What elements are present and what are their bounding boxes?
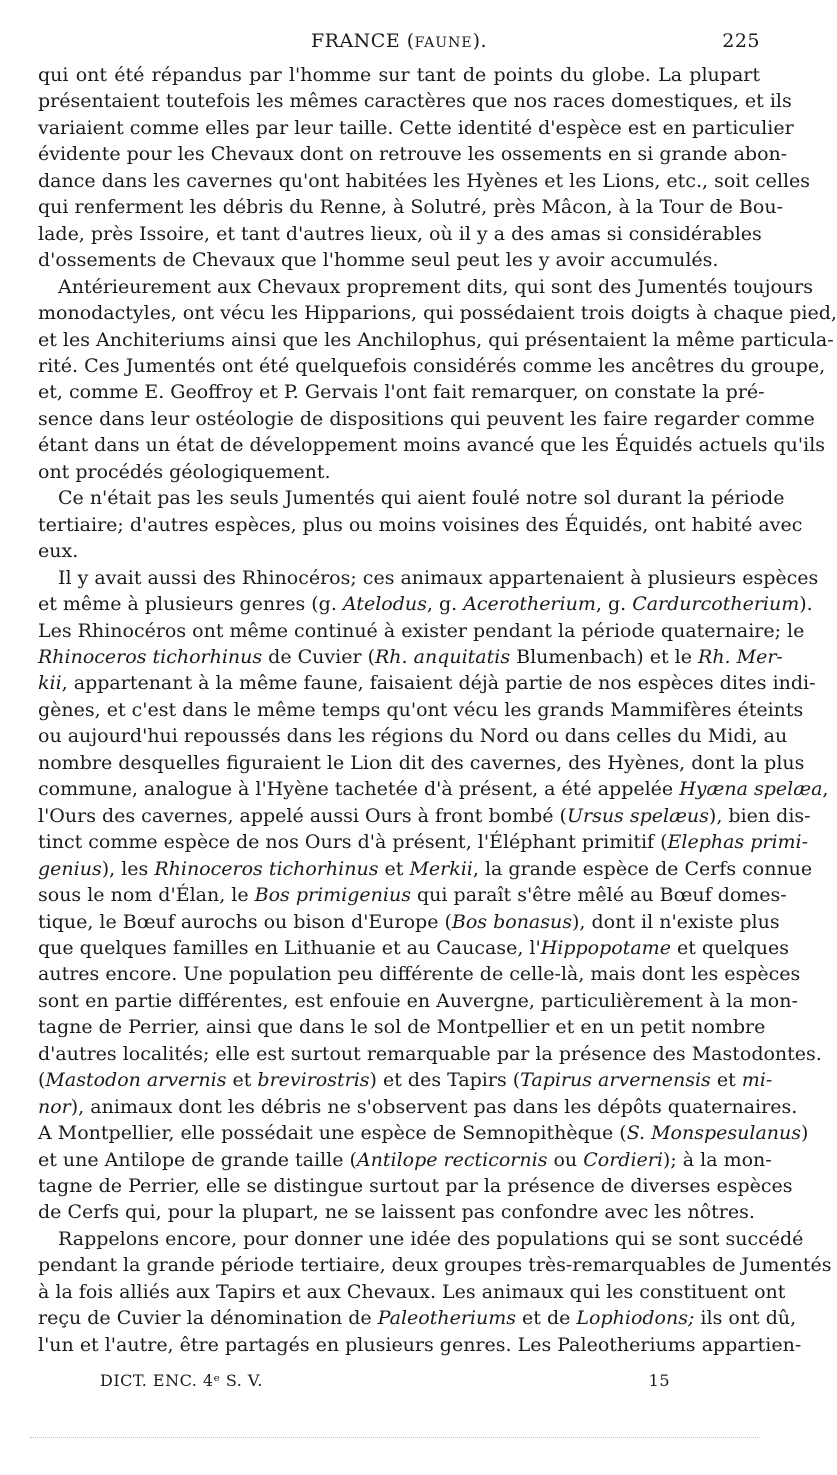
text-line: pendant la grande période tertiaire, deux groupes très-remarquables de Jumentés bbox=[38, 1254, 832, 1277]
running-title bbox=[38, 30, 760, 52]
paragraph bbox=[38, 565, 829, 1226]
text-line: Rhinoceros tichorhinus de Cuvier (Rh. anquitatis Blumenbach) et le Rh. Mer- bbox=[38, 645, 783, 668]
text-line: nombre desquelles figuraient le Lion dit des cavernes, des Hyènes, dont la plus bbox=[38, 751, 805, 774]
text-line: Antérieurement aux Chevaux proprement dits, qui sont des Jumentés toujours bbox=[58, 275, 813, 298]
text-line: sence dans leur ostéologie de dispositions qui peuvent les faire regarder comme bbox=[38, 407, 815, 430]
text-line: monodactyles, ont vécu les Hipparions, qui possédaient trois doigts à chaque pied, bbox=[38, 302, 837, 325]
text-line: étant dans un état de développement moins avancé que les Équidés actuels qu'ils bbox=[38, 434, 826, 457]
text-line: à la fois alliés aux Tapirs et aux Chevaux. Les animaux qui les constituent ont bbox=[38, 1280, 786, 1303]
text-line: variaient comme elles par leur taille. Cette identité d'espèce est en particulier bbox=[38, 116, 794, 139]
text-line: présentaient toutefois les mêmes caractères que nos races domestiques, et ils bbox=[38, 90, 792, 113]
signature-mark: DICT. ENC. 4ᵉ S. V. bbox=[100, 1371, 263, 1390]
page-number: 225 bbox=[722, 30, 760, 52]
text-line: reçu de Cuvier la dénomination de Paleotheriums et de Lophiodons; ils ont dû, bbox=[38, 1307, 797, 1330]
paragraph bbox=[38, 274, 837, 486]
running-title-smallcaps: FAUNE bbox=[414, 35, 473, 51]
text-line: commune, analogue à l'Hyène tachetée d'à présent, a été appelée Hyæna spelæa, bbox=[38, 778, 829, 801]
text-line: qui ont été répandus par l'homme sur tant de points du globe. La plupart bbox=[38, 64, 760, 86]
article-body bbox=[38, 62, 837, 1358]
paragraph bbox=[38, 62, 811, 274]
text-line: l'un et l'autre, être partagés en plusieurs genres. Les Paleotheriums appartien- bbox=[38, 1333, 802, 1356]
text-line: genius), les Rhinoceros tichorhinus et Merkii, la grande espèce de Cerfs connue bbox=[38, 857, 813, 880]
text-line: d'autres localités; elle est surtout remarquable par la présence des Mastodontes. bbox=[38, 1042, 822, 1065]
paragraph bbox=[38, 1226, 832, 1358]
text-line: Rappelons encore, pour donner une idée des populations qui se sont succédé bbox=[58, 1227, 804, 1250]
paragraph bbox=[38, 485, 803, 564]
running-title-close: ). bbox=[472, 30, 488, 52]
text-line: dance dans les cavernes qu'ont habitées les Hyènes et les Lions, etc., soit celles bbox=[38, 169, 811, 192]
text-line: A Montpellier, elle possédait une espèce de Semnopithèque (S. Monspesulanus) bbox=[38, 1122, 809, 1145]
text-line: ont procédés géologiquement. bbox=[38, 460, 331, 483]
text-line: lade, près Issoire, et tant d'autres lieux, où il y a des amas si considérables bbox=[38, 222, 762, 245]
text-line: et même à plusieurs genres (g. Atelodus, g. Acerotherium, g. Cardurcotherium). bbox=[38, 593, 813, 616]
text-line: kii, appartenant à la même faune, faisaient déjà partie de nos espèces dites indi- bbox=[38, 672, 816, 695]
text-line: autres encore. Une population peu différente de celle-là, mais dont les espèces bbox=[38, 963, 801, 986]
text-line: sont en partie différentes, est enfouie en Auvergne, particulièrement à la mon- bbox=[38, 989, 798, 1012]
text-line: que quelques familles en Lithuanie et au Caucase, l'Hippopotame et quelques bbox=[38, 936, 790, 959]
running-header bbox=[38, 30, 760, 60]
text-line: tinct comme espèce de nos Ours d'à présent, l'Éléphant primitif (Elephas primi- bbox=[38, 831, 809, 854]
text-line: Les Rhinocéros ont même continué à exister pendant la période quaternaire; le bbox=[38, 619, 805, 642]
text-line: tique, le Bœuf aurochs ou bison d'Europe (Bos bonasus), dont il n'existe plus bbox=[38, 910, 780, 933]
text-line: rité. Ces Jumentés ont été quelquefois considérés comme les ancêtres du groupe, bbox=[38, 354, 826, 377]
text-line: gènes, et c'est dans le même temps qu'ont vécu les grands Mammifères éteints bbox=[38, 698, 804, 721]
text-line: évidente pour les Chevaux dont on retrouve les ossements en si grande abon- bbox=[38, 143, 788, 166]
text-line: Il y avait aussi des Rhinocéros; ces animaux appartenaient à plusieurs espèces bbox=[58, 566, 819, 589]
text-line: (Mastodon arvernis et brevirostris) et des Tapirs (Tapirus arvernensis et mi- bbox=[38, 1069, 773, 1092]
text-line: et une Antilope de grande taille (Antilope recticornis ou Cordieri); à la mon- bbox=[38, 1148, 772, 1171]
text-line: tagne de Perrier, ainsi que dans le sol de Montpellier et en un petit nombre bbox=[38, 1016, 766, 1039]
text-line: de Cerfs qui, pour la plupart, ne se laissent pas confondre avec les nôtres. bbox=[38, 1201, 755, 1224]
text-line: eux. bbox=[38, 540, 79, 563]
text-line: nor), animaux dont les débris ne s'observent pas dans les dépôts quaternaires. bbox=[38, 1095, 798, 1118]
page-footer bbox=[100, 1371, 670, 1397]
text-line: Ce n'était pas les seuls Jumentés qui aient foulé notre sol durant la période bbox=[58, 487, 785, 510]
text-line: ou aujourd'hui repoussés dans les régions du Nord ou dans celles du Midi, au bbox=[38, 725, 788, 748]
text-line: qui renferment les débris du Renne, à Solutré, près Mâcon, à la Tour de Bou- bbox=[38, 196, 783, 219]
text-line: tagne de Perrier, elle se distingue surtout par la présence de diverses espèces bbox=[38, 1175, 793, 1198]
text-line: tertiaire; d'autres espèces, plus ou moins voisines des Équidés, ont habité avec bbox=[38, 513, 803, 536]
text-line: et, comme E. Geoffroy et P. Gervais l'ont fait remarquer, on constate la pré- bbox=[38, 381, 765, 404]
text-line: sous le nom d'Élan, le Bos primigenius qui paraît s'être mêlé au Bœuf domes- bbox=[38, 884, 787, 907]
bleed-through-line bbox=[30, 1437, 760, 1442]
text-line: d'ossements de Chevaux que l'homme seul peut les y avoir accumulés. bbox=[38, 249, 719, 272]
running-title-main: FRANCE ( bbox=[310, 30, 415, 52]
sheet-number: 15 bbox=[648, 1371, 670, 1390]
text-line: l'Ours des cavernes, appelé aussi Ours à front bombé (Ursus spelæus), bien dis- bbox=[38, 804, 811, 827]
text-line: et les Anchiteriums ainsi que les Anchilophus, qui présentaient la même particula- bbox=[38, 328, 834, 351]
